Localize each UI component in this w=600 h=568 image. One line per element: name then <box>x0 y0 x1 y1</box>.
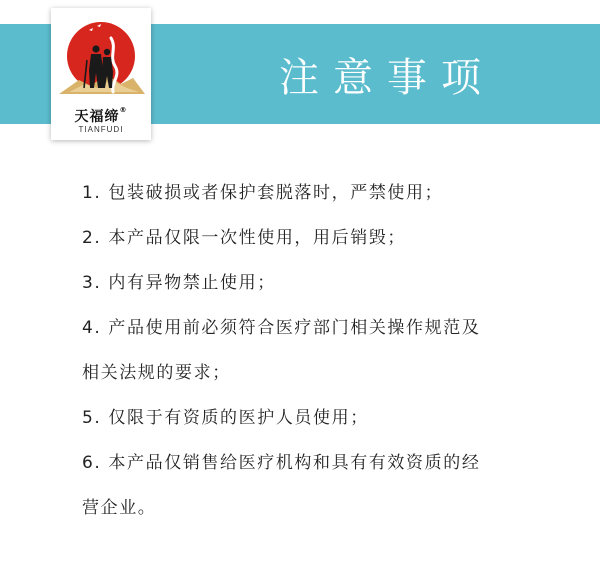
logo-brand-latin: TIANFUDI <box>78 125 124 134</box>
notice-line-2: 2. 本产品仅限一次性使用，用后销毁； <box>82 228 407 248</box>
notice-line-1: 1. 包装破损或者保护套脱落时，严禁使用； <box>82 183 444 203</box>
notice-line-6: 6. 本产品仅销售给医疗机构和具有有效资质的经 <box>82 453 481 473</box>
brand-logo <box>51 8 151 140</box>
notice-list <box>82 180 582 540</box>
logo-emblem-icon <box>51 8 151 108</box>
notice-line-4: 4. 产品使用前必须符合医疗部门相关操作规范及 <box>82 318 481 338</box>
notice-line-6-cont: 营企业。 <box>82 498 157 518</box>
notice-line-4-cont: 相关法规的要求； <box>82 363 231 383</box>
page-title: 注意事项 <box>279 54 495 101</box>
logo-brand-name: 天福缔® <box>74 106 128 125</box>
notice-line-5: 5. 仅限于有资质的医护人员使用； <box>82 408 369 428</box>
notice-line-3: 3. 内有异物禁止使用； <box>82 273 276 293</box>
